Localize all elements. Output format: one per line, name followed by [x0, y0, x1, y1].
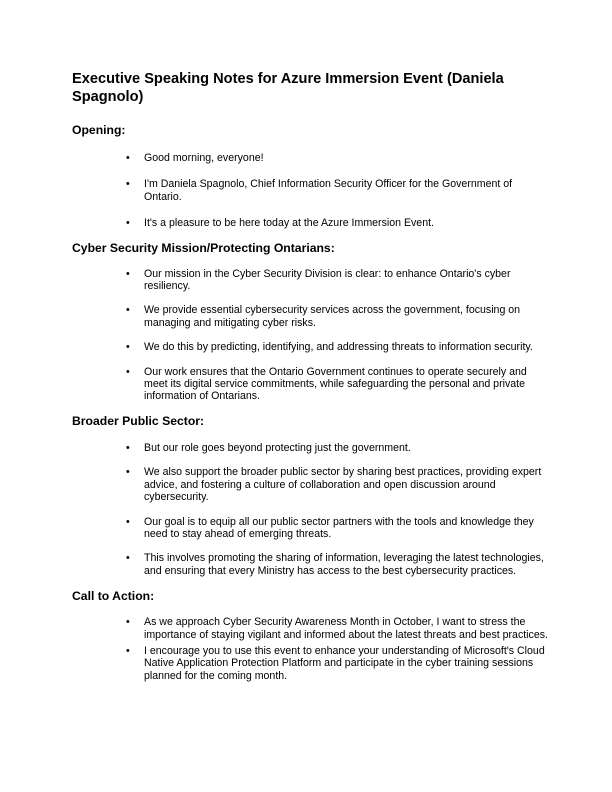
list-item: • It's a pleasure to be here today at the Azure Immersion Event. — [126, 217, 434, 230]
bullet-icon: • — [126, 441, 130, 454]
list-item: • Our mission in the Cyber Security Division is clear: to enhance Ontario's cyber resiliency. — [126, 267, 511, 293]
bullet-icon: • — [126, 304, 130, 317]
bullet-icon: • — [126, 341, 130, 354]
bullet-icon: • — [126, 644, 130, 657]
bullet-icon: • — [126, 466, 130, 479]
bullet-icon: • — [126, 515, 130, 528]
section-heading-call-to-action: Call to Action: — [72, 589, 155, 604]
list-item: • Good morning, everyone! — [126, 152, 264, 164]
list-item: • As we approach Cyber Security Awareness Month in October, I want to stress the importance of staying vigilant and informed about the latest threats and best practices. — [126, 616, 548, 641]
section-heading-mission: Cyber Security Mission/Protecting Ontarians: — [72, 240, 335, 255]
bullet-icon: • — [126, 552, 130, 565]
broader-public-sector-list — [72, 442, 548, 577]
list-item: • Our work ensures that the Ontario Government continues to operate securely and meet its digital service commitments, while safeguarding the personal and private information of Ontarians. — [126, 365, 527, 403]
call-to-action-list — [72, 616, 548, 682]
document-page — [72, 70, 548, 682]
bullet-icon: • — [126, 616, 130, 629]
section-heading-broader-public-sector: Broader Public Sector: — [72, 413, 205, 428]
mission-list — [72, 268, 548, 403]
bullet-icon: • — [126, 178, 130, 191]
list-item: • I'm Daniela Spagnolo, Chief Information Security Officer for the Government of Ontario. — [126, 178, 513, 203]
bullet-icon: • — [126, 365, 130, 378]
bullet-icon: • — [126, 217, 130, 230]
bullet-icon: • — [126, 152, 130, 164]
list-item: • This involves promoting the sharing of information, leveraging the latest technologies, and ensuring that every Ministry has access to the best cybersecurity practices. — [126, 552, 544, 577]
list-item: • We provide essential cybersecurity services across the government, focusing on managing and mitigating cyber risks. — [126, 304, 521, 329]
list-item: • We do this by predicting, identifying, and addressing threats to information security. — [126, 341, 533, 354]
list-item: • But our role goes beyond protecting just the government. — [126, 441, 411, 454]
list-item: • Our goal is to equip all our public sector partners with the tools and knowledge they need to stay ahead of emerging threats. — [126, 515, 534, 540]
section-heading-opening: Opening: — [72, 123, 126, 137]
opening-list — [72, 152, 548, 230]
document-title: Executive Speaking Notes for Azure Immersion Event (Daniela Spagnolo) — [72, 71, 504, 105]
list-item: • I encourage you to use this event to enhance your understanding of Microsoft's Cloud Native Application Protection Platform and participate in the cyber training sessions planned for the coming month. — [126, 644, 545, 682]
list-item: • We also support the broader public sector by sharing best practices, providing expert advice, and fostering a culture of collaboration and open discussion around cybersecurity. — [126, 466, 542, 504]
bullet-icon: • — [126, 267, 130, 280]
